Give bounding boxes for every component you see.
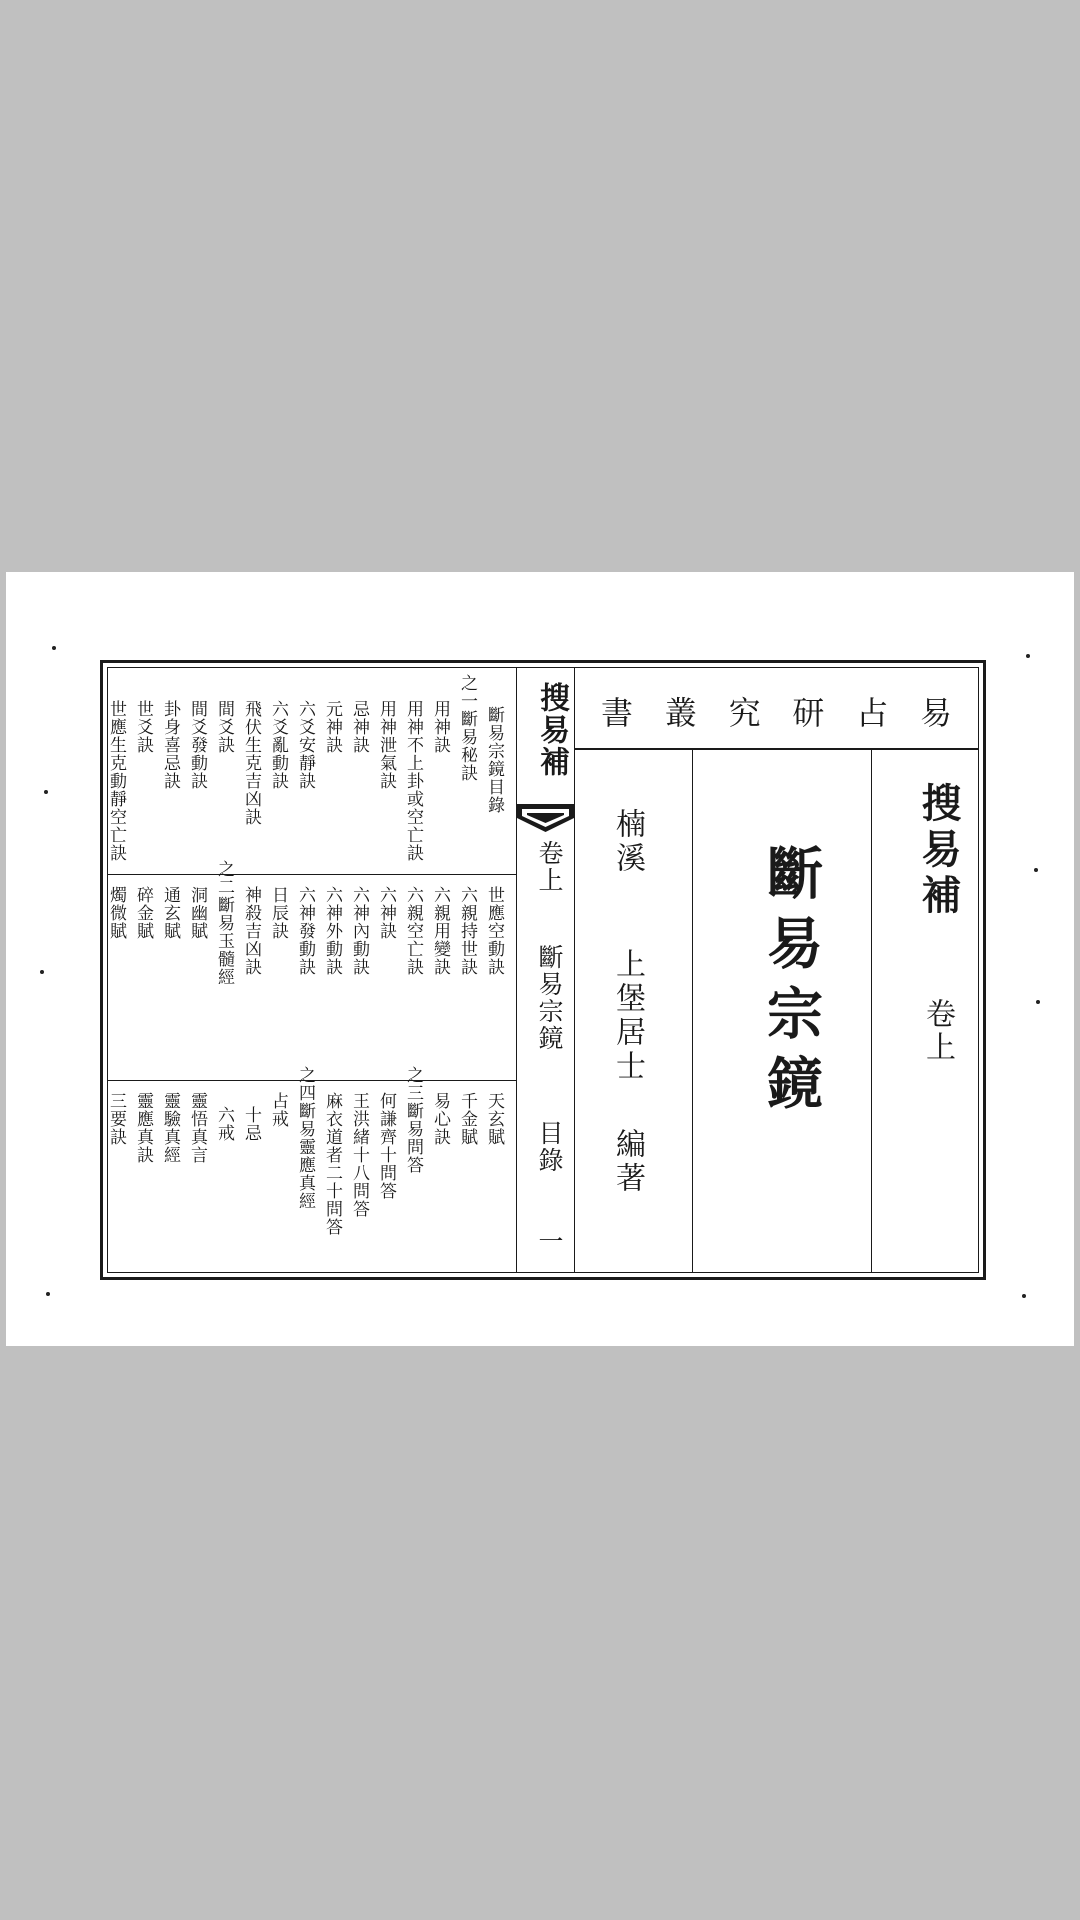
toc-entry[interactable]: 麻衣道者二十問答 <box>322 1092 342 1236</box>
toc-entry[interactable]: 通玄賦 <box>160 886 180 940</box>
spine <box>517 668 574 1272</box>
toc-entry[interactable]: 王洪緒十八問答 <box>349 1092 369 1218</box>
toc-entry[interactable]: 靈驗真經 <box>160 1092 180 1164</box>
spine-section: 斷易宗鏡 <box>535 944 564 1052</box>
toc-entry[interactable]: 洞幽賦 <box>187 886 207 940</box>
scan-speck <box>46 1292 50 1296</box>
scan-speck <box>1026 654 1030 658</box>
toc-section-heading[interactable]: 之一斷易秘訣 <box>457 674 477 782</box>
toc-entry[interactable]: 六親持世訣 <box>457 886 477 976</box>
toc-entry[interactable]: 元神訣 <box>322 700 342 754</box>
spine-volume: 卷上 <box>535 840 564 894</box>
toc-entry[interactable]: 燭微賦 <box>106 886 126 940</box>
toc-entry[interactable]: 日辰訣 <box>268 886 288 940</box>
author-role: 編著 <box>610 1128 645 1196</box>
title-panel-divider-right <box>871 748 872 1272</box>
author-name: 上堡居士 <box>610 948 645 1084</box>
series-char: 究 <box>728 694 761 732</box>
toc-section-heading[interactable]: 之四斷易靈應真經 <box>295 1066 315 1210</box>
author-origin: 楠溪 <box>610 808 645 876</box>
series-header <box>575 668 978 750</box>
toc-entry[interactable]: 世應空動訣 <box>484 886 504 976</box>
side-volume: 卷上 <box>920 998 955 1064</box>
title-page <box>575 668 978 1272</box>
scan-speck <box>1036 1000 1040 1004</box>
fishtail-ornament <box>517 804 574 834</box>
toc-entry[interactable]: 靈應真訣 <box>133 1092 153 1164</box>
scan-speck <box>40 970 44 974</box>
series-char: 研 <box>792 694 825 732</box>
toc-entry[interactable]: 六親用變訣 <box>430 886 450 976</box>
toc-entry[interactable]: 六爻安靜訣 <box>295 700 315 790</box>
toc-entry[interactable]: 飛伏生克吉凶訣 <box>241 700 261 826</box>
book-spread-frame <box>100 660 986 1280</box>
toc-entry[interactable]: 占戒 <box>268 1092 288 1128</box>
toc-row-divider-1 <box>108 874 516 875</box>
spine-title: 搜易補 <box>534 682 569 778</box>
toc-entry[interactable]: 六親空亡訣 <box>403 886 423 976</box>
toc-entry[interactable]: 間爻發動訣 <box>187 700 207 790</box>
inner-frame <box>107 667 979 1273</box>
side-title: 搜易補 <box>915 782 962 920</box>
toc-entry[interactable]: 六爻亂動訣 <box>268 700 288 790</box>
toc-entry[interactable]: 用神不上卦或空亡訣 <box>403 700 423 862</box>
toc-entry[interactable]: 間爻訣 <box>214 700 234 754</box>
series-char: 易 <box>919 694 952 732</box>
toc-row-2 <box>106 860 516 1076</box>
scan-speck <box>52 646 56 650</box>
toc-entry[interactable]: 六神外動訣 <box>322 886 342 976</box>
toc-entry[interactable]: 神殺吉凶訣 <box>241 886 261 976</box>
series-char: 占 <box>856 694 889 732</box>
scanned-page <box>6 572 1074 1346</box>
toc-entry[interactable]: 千金賦 <box>457 1092 477 1146</box>
series-name <box>575 688 978 734</box>
toc-entry[interactable]: 六神內動訣 <box>349 886 369 976</box>
main-title: 斷易宗鏡 <box>758 844 824 1124</box>
toc-entry[interactable]: 六神訣 <box>376 886 396 940</box>
scan-speck <box>44 790 48 794</box>
toc-entry[interactable]: 碎金賦 <box>133 886 153 940</box>
spine-page-number: 一 <box>535 1228 564 1253</box>
toc-row-1 <box>108 672 516 872</box>
series-char: 書 <box>601 694 634 732</box>
toc-page <box>108 668 516 1272</box>
toc-entry[interactable]: 十忌 <box>241 1106 261 1142</box>
scan-speck <box>1022 1294 1026 1298</box>
title-panel-divider-left <box>692 748 693 1272</box>
toc-entry[interactable]: 天玄賦 <box>484 1092 504 1146</box>
toc-entry[interactable]: 世爻訣 <box>133 700 153 754</box>
toc-entry[interactable]: 用神訣 <box>430 700 450 754</box>
scan-speck <box>1034 868 1038 872</box>
toc-entry[interactable]: 靈悟真言 <box>187 1092 207 1164</box>
toc-entry[interactable]: 六神發動訣 <box>295 886 315 976</box>
series-char: 叢 <box>664 694 697 732</box>
toc-entry[interactable]: 六戒 <box>214 1106 234 1142</box>
toc-section-heading[interactable]: 之三斷易問答 <box>403 1066 423 1174</box>
toc-section-heading[interactable]: 之二斷易玉髓經 <box>214 860 234 986</box>
toc-entry[interactable]: 忌神訣 <box>349 700 369 754</box>
toc-entry[interactable]: 三要訣 <box>106 1092 126 1146</box>
toc-heading: 斷易宗鏡目錄 <box>484 706 504 814</box>
toc-entry[interactable]: 世應生克動靜空亡訣 <box>106 700 126 862</box>
toc-entry[interactable]: 用神泄氣訣 <box>376 700 396 790</box>
toc-row-3 <box>106 1066 516 1276</box>
toc-entry[interactable]: 易心訣 <box>430 1092 450 1146</box>
toc-entry[interactable]: 何謙齊十問答 <box>376 1092 396 1200</box>
spine-label: 目錄 <box>535 1120 564 1174</box>
toc-entry[interactable]: 卦身喜忌訣 <box>160 700 180 790</box>
